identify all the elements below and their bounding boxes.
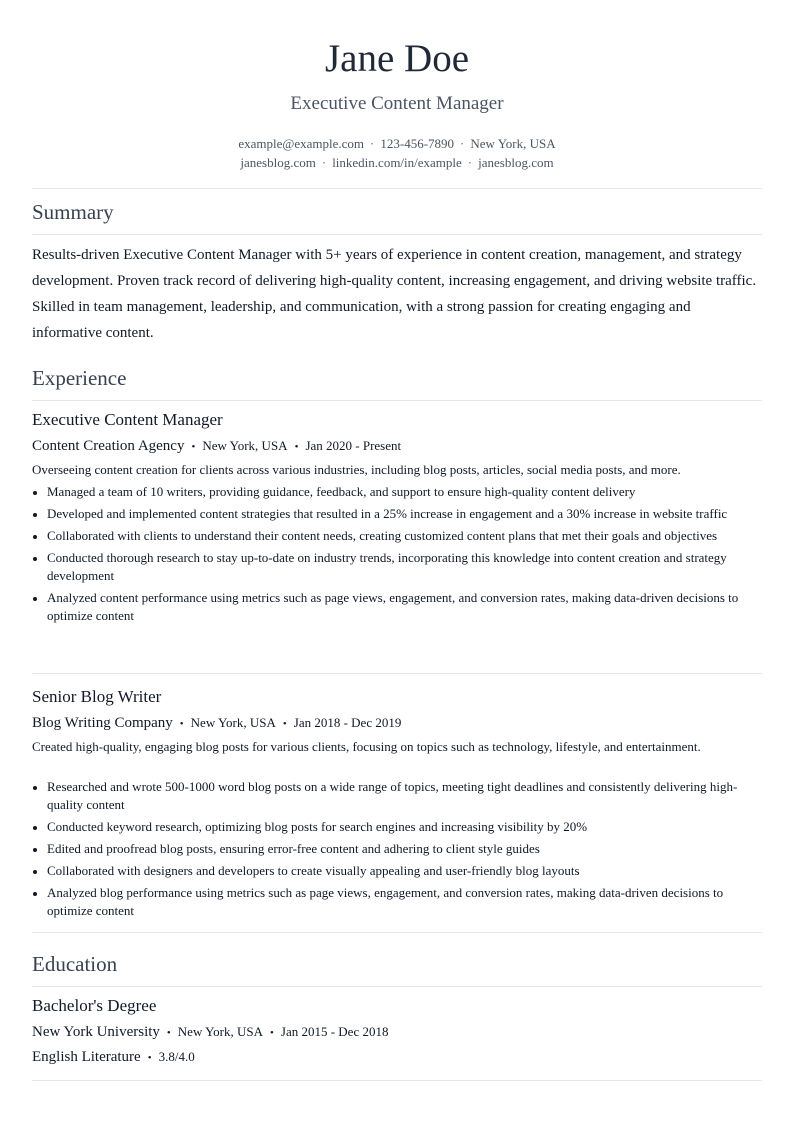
experience-heading: Experience: [32, 366, 127, 390]
list-item: Developed and implemented content strategies that resulted in a 25% increase in engagement and a 30% increase in website traffic: [32, 505, 762, 523]
divider: [32, 932, 762, 933]
divider: [32, 986, 762, 987]
job-description: Created high-quality, engaging blog posts for various clients, focusing on topics such as technology, lifestyle, and entertainment.: [32, 739, 701, 754]
job-dates: Jan 2020 - Present: [305, 438, 402, 453]
list-item: Collaborated with clients to understand their content needs, creating customized content plans that met their goals and objectives: [32, 527, 762, 545]
candidate-title: Executive Content Manager: [290, 93, 504, 114]
education-heading: Education: [32, 952, 118, 976]
degree-title: Bachelor's Degree: [32, 996, 157, 1015]
candidate-name: Jane Doe: [324, 37, 470, 80]
divider: [32, 1080, 762, 1081]
school-location: New York, USA: [177, 1024, 264, 1039]
job-bullets: [32, 483, 762, 629]
bullet-dot: •: [270, 1027, 274, 1039]
job-description: Overseeing content creation for clients across various industries, including blog posts, articles, social media posts, and more.: [32, 462, 681, 477]
website-link[interactable]: janesblog.com: [240, 155, 316, 170]
summary-text: Results-driven Executive Content Manager with 5+ years of experience in content creation, management, and strategy development. Proven track record of delivering high-quality content, increasing engagement, and driving website traffic. Skilled in team management, leadership, and communication, with a strong passion for creating engaging and informative content.: [32, 247, 757, 341]
list-item: Analyzed content performance using metrics such as page views, engagement, and conversion rates, making data-driven decisions to optimize content: [32, 589, 762, 625]
list-item: Analyzed blog performance using metrics such as page views, engagement, and conversion rates, making data-driven decisions to optimize content: [32, 884, 762, 920]
list-item: Researched and wrote 500-1000 word blog posts on a wide range of topics, meeting tight deadlines and consistently delivering high-quality content: [32, 778, 762, 814]
separator: ·: [321, 155, 327, 170]
job-title: Executive Content Manager: [32, 410, 223, 429]
company-name: Content Creation Agency: [32, 438, 185, 454]
bullet-dot: •: [147, 1052, 152, 1064]
summary-heading: Summary: [32, 200, 114, 224]
website-link-2[interactable]: janesblog.com: [478, 155, 554, 170]
bullet-dot: •: [191, 441, 196, 453]
divider: [32, 673, 762, 674]
bullet-dot: •: [166, 1027, 171, 1039]
field-of-study: English Literature: [32, 1049, 141, 1065]
job-dates: Jan 2018 - Dec 2019: [293, 715, 402, 730]
gpa: 3.8/4.0: [158, 1049, 195, 1064]
divider: [32, 234, 762, 235]
list-item: Managed a team of 10 writers, providing guidance, feedback, and support to ensure high-quality content delivery: [32, 483, 762, 501]
separator: ·: [467, 155, 473, 170]
location-text: New York, USA: [470, 136, 556, 151]
job-meta: [32, 436, 762, 457]
job-location: New York, USA: [190, 715, 276, 730]
job-bullets: [32, 778, 762, 924]
separator: ·: [460, 136, 465, 151]
list-item: Conducted thorough research to stay up-to-date on industry trends, incorporating this knowledge into content creation and strategy development: [32, 549, 762, 585]
divider: [32, 188, 762, 189]
job-title: Senior Blog Writer: [32, 687, 162, 706]
separator: ·: [370, 136, 375, 151]
phone-text: 123-456-7890: [380, 136, 455, 151]
bullet-dot: •: [294, 441, 299, 453]
linkedin-link[interactable]: linkedin.com/in/example: [332, 155, 462, 170]
education-dates: Jan 2015 - Dec 2018: [280, 1024, 389, 1039]
school-name: New York University: [32, 1024, 160, 1040]
contact-line-2: [0, 154, 794, 172]
company-name: Blog Writing Company: [32, 715, 173, 731]
education-field-row: [32, 1047, 762, 1068]
bullet-dot: •: [282, 718, 287, 730]
job-meta: [32, 713, 762, 734]
list-item: Conducted keyword research, optimizing blog posts for search engines and increasing visibility by 20%: [32, 818, 762, 836]
divider: [32, 400, 762, 401]
contact-line-1: [0, 135, 794, 153]
list-item: Edited and proofread blog posts, ensuring error-free content and adhering to client style guides: [32, 840, 762, 858]
education-meta: [32, 1022, 762, 1043]
bullet-dot: •: [179, 718, 184, 730]
job-location: New York, USA: [202, 438, 288, 453]
email-link[interactable]: example@example.com: [238, 136, 365, 151]
list-item: Collaborated with designers and developers to create visually appealing and user-friendly blog layouts: [32, 862, 762, 880]
